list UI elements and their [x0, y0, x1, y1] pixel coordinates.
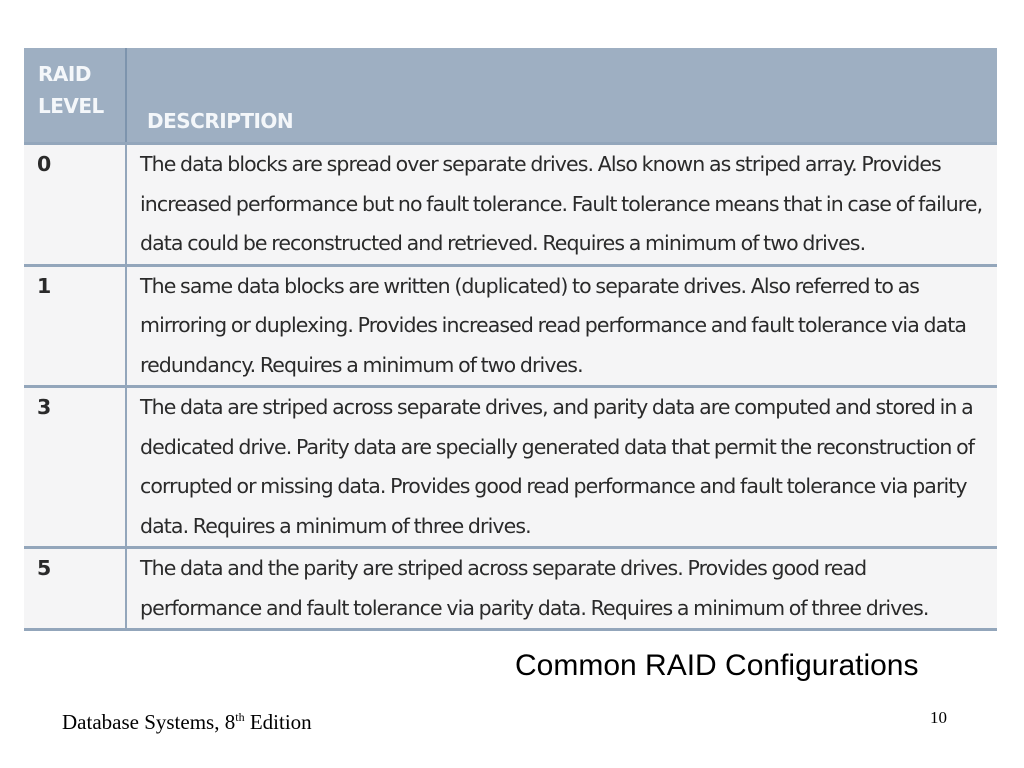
description-cell: The data are striped across separate drives, and parity data are computed and stored in a dedicated drive. Parity data are specially generated data that permit the reconstruction of corrupted or missing data. Provides good read performance and fault tolerance via parity data. Requires a minimum of three drives. — [126, 387, 997, 548]
edition-superscript: th — [235, 710, 245, 724]
raid-level-header-line2: LEVEL — [38, 94, 104, 118]
description-cell: The data and the parity are striped across separate drives. Provides good read performance and fault tolerance via parity data. Requires a minimum of three drives. — [126, 548, 997, 630]
description-column-header: DESCRIPTION — [126, 48, 997, 144]
raid-level-cell: 0 — [24, 144, 126, 266]
table-row — [24, 144, 997, 266]
raid-levels-table — [24, 48, 997, 631]
book-title-prefix: Database Systems, 8 — [62, 710, 236, 734]
description-cell: The data blocks are spread over separate drives. Also known as striped array. Provides increased performance but no fault tolerance. Fault tolerance means that in case of failure, data could be reconstructed and retrieved. Requires a minimum of two drives. — [126, 144, 997, 266]
table-row — [24, 387, 997, 548]
table-row — [24, 548, 997, 630]
header-row — [24, 48, 997, 144]
table-body — [24, 144, 997, 630]
footer-book-title — [62, 709, 312, 735]
book-title-suffix: Edition — [244, 710, 312, 734]
page-number: 10 — [930, 708, 947, 727]
table-row — [24, 265, 997, 387]
raid-level-header-line1: RAID — [38, 62, 91, 86]
table-header — [24, 48, 997, 144]
raid-level-column-header — [24, 48, 126, 144]
description-cell: The same data blocks are written (duplicated) to separate drives. Also referred to as mirroring or duplexing. Provides increased read performance and fault tolerance via data redundancy. Requires a minimum of two drives. — [126, 265, 997, 387]
raid-level-cell: 1 — [24, 265, 126, 387]
raid-level-cell: 3 — [24, 387, 126, 548]
raid-level-cell: 5 — [24, 548, 126, 630]
slide-caption: Common RAID Configurations — [515, 649, 919, 682]
